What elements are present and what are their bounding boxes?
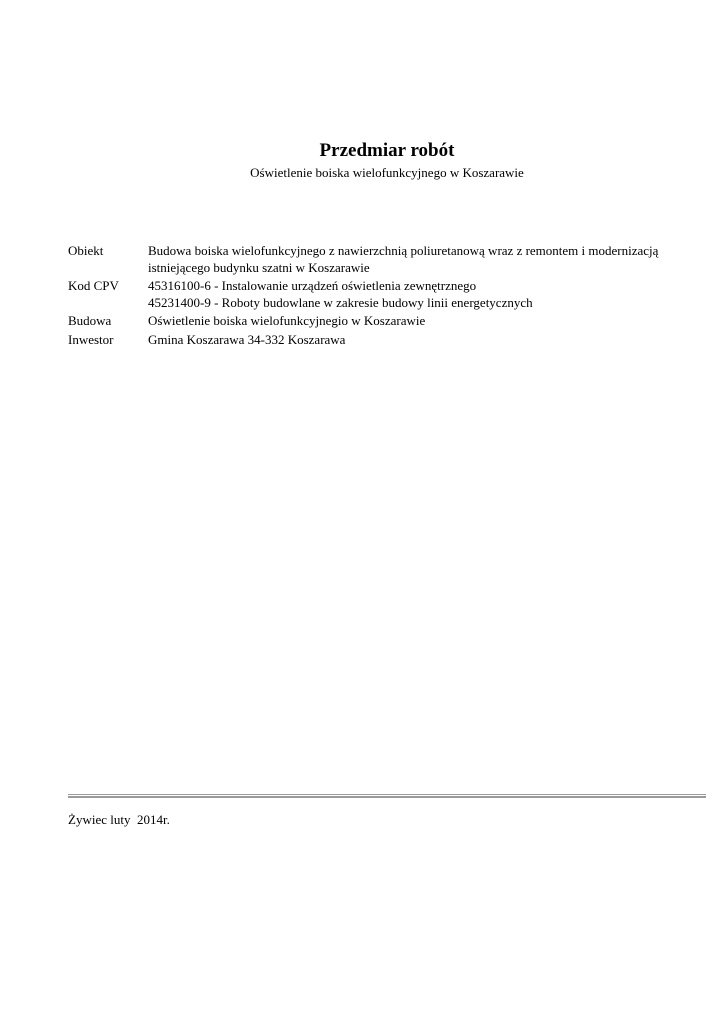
- info-value-line: Budowa boiska wielofunkcyjnego z nawierzchnią poliuretanową wraz z remontem i modernizacją: [148, 243, 659, 258]
- info-value-inwestor: [148, 332, 708, 349]
- info-value-line: Gmina Koszarawa 34-332 Koszarawa: [148, 331, 346, 347]
- footer-place-date: Żywiec luty 2014r.: [68, 812, 170, 827]
- horizontal-divider: [68, 794, 706, 798]
- info-value-kod-cpv: [148, 278, 708, 311]
- info-value-line: 45316100-6 - Instalowanie urządzeń oświetlenia zewnętrznego: [148, 278, 477, 293]
- document-title: Przedmiar robót: [319, 140, 455, 161]
- info-label-budowa: Budowa: [68, 313, 112, 328]
- info-value-line: Oświetlenie boiska wielofunkcyjnegio w Koszarawie: [148, 313, 426, 328]
- info-row-budowa: [68, 313, 708, 330]
- info-row-obiekt: [68, 243, 708, 276]
- document-subtitle: Oświetlenie boiska wielofunkcyjnego w Koszarawie: [250, 165, 524, 180]
- info-row-inwestor: [68, 332, 708, 349]
- info-value-obiekt: [148, 243, 708, 276]
- info-value-budowa: [148, 313, 708, 330]
- info-table: [68, 243, 708, 350]
- info-label-kod-cpv: Kod CPV: [68, 278, 119, 293]
- info-value-line: istniejącego budynku szatni w Koszarawie: [148, 259, 370, 275]
- info-label-obiekt: Obiekt: [68, 243, 104, 258]
- info-label-inwestor: Inwestor: [68, 331, 114, 347]
- info-value-line: 45231400-9 - Roboty budowlane w zakresie budowy linii energetycznych: [148, 294, 533, 310]
- info-row-kod-cpv: [68, 278, 708, 311]
